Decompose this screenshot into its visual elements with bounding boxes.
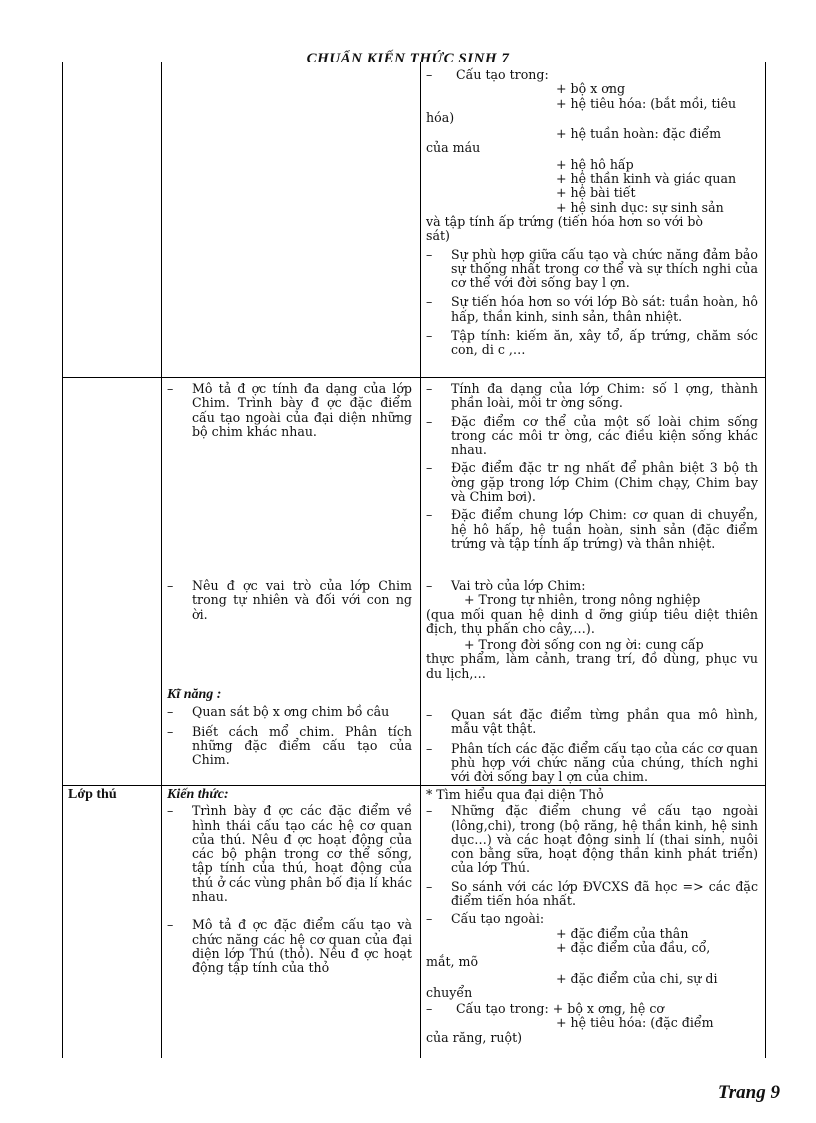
list-item — [426, 1002, 758, 1016]
dash-bullet: – — [426, 460, 433, 476]
list-text: + hệ hô hấp — [556, 156, 634, 172]
list-text: Nêu đ ợc vai trò của lớp Chim trong tự nhiên và đối với con ng ời. — [192, 578, 412, 622]
dash-bullet: – — [426, 67, 433, 82]
list-text: Tập tính: kiếm ăn, xây tổ, ấp trứng, chăm sóc con, di c ,… — [451, 328, 758, 358]
list-text: Biết cách mổ chim. Phân tích những đặc điểm cấu tạo của Chim. — [192, 723, 412, 768]
list-text: Tính đa dạng của lớp Chim: số l ợng, thành phần loài, môi tr ờng sống. — [451, 381, 758, 411]
list-item — [426, 295, 758, 324]
list-item — [426, 742, 758, 785]
list-item — [426, 248, 758, 291]
list-item — [167, 918, 412, 975]
list-text: + Trong đời sống con ng ời: cung cấp — [464, 637, 704, 653]
list-item — [426, 508, 758, 551]
col2-mid-cell-skills — [167, 688, 412, 767]
list-text: + đặc điểm của đầu, cổ, — [556, 939, 711, 955]
list-text: Quan sát bộ x ơng chim bồ câu — [192, 704, 390, 720]
dash-bullet: – — [426, 246, 433, 262]
list-item — [426, 880, 758, 909]
list-text: thực phẩm, làm cảnh, trang trí, đồ dùng, phục vu du lịch,… — [426, 651, 758, 681]
list-text: Phân tích các đặc điểm cấu tạo của các cơ quan phù hợp với chức năng của chúng, thích nghi với đời sống bay l ợn của chim. — [451, 740, 758, 785]
skill-heading: Kĩ năng : — [167, 687, 222, 702]
list-text: + hệ thần kinh và giác quan — [556, 171, 737, 187]
dash-bullet: – — [167, 381, 174, 396]
list-text: Mô tả đ ợc đặc điểm cấu tạo và chức năng các hệ cơ quan của đại diện lớp Thú (thỏ). Nêu đ ợc hoạt động tập tính của thỏ — [192, 917, 412, 976]
list-item — [426, 579, 758, 593]
dash-bullet: – — [426, 578, 433, 593]
col3-mid-cell-skills — [426, 708, 758, 784]
list-item — [426, 382, 758, 411]
list-item — [167, 579, 412, 622]
col3-mid-cell — [426, 382, 758, 551]
dash-bullet: – — [426, 507, 433, 523]
list-text: của máu — [426, 140, 481, 156]
dash-bullet: – — [426, 294, 433, 310]
dash-bullet: – — [426, 878, 433, 894]
col3-mid-cell-role — [426, 579, 758, 681]
list-text: + hệ bài tiết — [556, 185, 636, 201]
list-text: Vai trò của lớp Chim: — [451, 578, 586, 593]
row-separator-2 — [62, 785, 766, 786]
dash-bullet: – — [426, 911, 433, 927]
list-text: mắt, mõ — [426, 954, 479, 970]
col2-mid-cell — [167, 382, 412, 439]
dash-bullet: – — [426, 803, 433, 819]
table-divider-2 — [420, 62, 421, 1058]
intro-text: * Tìm hiểu qua đại diện Thỏ — [426, 787, 604, 802]
row-separator-1 — [62, 377, 766, 378]
list-text: Mô tả đ ợc tính đa dạng của lớp Chim. Trình bày đ ợc đặc điểm cấu tạo ngoài của đại diện những bộ chim khác nhau. — [192, 381, 412, 439]
list-text: + đặc điểm của chi, sự di — [556, 970, 718, 986]
list-text: sát) — [426, 228, 450, 244]
knowledge-heading: Kiến thức: — [167, 787, 229, 802]
list-item — [167, 804, 412, 904]
list-item — [426, 708, 758, 737]
list-text: + hệ tuần hoàn: đặc điểm — [556, 126, 722, 142]
list-text: Cấu tạo trong: — [456, 67, 549, 82]
list-text: + Trong tự nhiên, trong nông nghiệp — [464, 592, 701, 608]
list-text: Sự phù hợp giữa cấu tạo và chức năng đảm bảo sự thống nhất trong cơ thể và sự thích nghi của cơ thể với đời sống bay l ợn. — [451, 246, 758, 291]
row-label-lop-thu: Lớp thú — [68, 787, 117, 802]
list-text: + hệ sinh dục: sự sinh sản — [556, 199, 724, 215]
col3-top-cell — [426, 68, 758, 358]
dash-bullet: – — [426, 381, 433, 396]
list-item — [426, 461, 758, 504]
list-text: + bộ x ơng — [556, 81, 626, 97]
list-item — [167, 705, 412, 719]
list-text: hóa) — [426, 109, 455, 125]
table-divider-1 — [161, 62, 162, 1058]
col2-mid-cell-role — [167, 579, 412, 622]
list-text: + hệ tiêu hóa: (bắt mồi, tiêu — [556, 95, 737, 111]
list-item — [167, 382, 412, 439]
dash-bullet: – — [167, 803, 174, 819]
list-item — [167, 725, 412, 768]
page-number: Trang 9 — [717, 1082, 780, 1103]
list-item — [426, 912, 758, 926]
col2-bottom-cell — [167, 788, 412, 976]
dash-bullet: – — [167, 704, 174, 720]
list-text: Quan sát đặc điểm từng phần qua mô hình, mẫu vật thật. — [451, 707, 758, 737]
dash-bullet: – — [426, 740, 433, 756]
list-item — [426, 804, 758, 875]
list-item — [426, 68, 758, 82]
table-border-left — [62, 62, 63, 1058]
dash-bullet: – — [426, 413, 433, 429]
list-text: So sánh với các lớp ĐVCXS đã học => các đặc điểm tiến hóa nhất. — [451, 878, 758, 909]
dash-bullet: – — [167, 917, 174, 933]
list-text: Đặc điểm cơ thể của một số loài chim sống trong các môi tr ờng, các điều kiện sống khác nhau. — [451, 413, 758, 458]
list-text: + đặc điểm của thân — [556, 925, 689, 941]
list-text: chuyển — [426, 984, 473, 1000]
list-text: và tập tính ấp trứng (tiến hóa hơn so với bò — [426, 213, 704, 229]
list-text: + hệ tiêu hóa: (đặc điểm — [556, 1015, 714, 1031]
list-item — [426, 329, 758, 358]
dash-bullet: – — [426, 328, 433, 344]
list-text: Đặc điểm chung lớp Chim: cơ quan di chuyển, hệ hô hấp, hệ tuần hoàn, sinh sản (đặc điểm trứng và tập tính ấp trứng) và thân nhiệt. — [451, 507, 758, 551]
list-text: Đặc điểm đặc tr ng nhất để phân biệt 3 bộ th ờng gặp trong lớp Chim (Chim chạy, Chim bay và Chim bơi). — [451, 460, 758, 505]
list-text: (qua mối quan hệ dinh d ỡng giúp tiêu diệt thiên địch, thụ phấn cho cây,…). — [426, 606, 758, 636]
dash-bullet: – — [426, 707, 433, 722]
list-text: Những đặc điểm chung về cấu tạo ngoài (lông,chi), trong (bộ răng, hệ thần kinh, hệ sinh dục…) và các hoạt động sinh lí (thai sinh, nuôi con bằng sữa, hoạt động thần kinh phát triển) của lớp Thú. — [451, 803, 758, 876]
dash-bullet: – — [426, 1001, 433, 1017]
list-text: Trình bày đ ợc các đặc điểm về hình thái cấu tạo các hệ cơ quan của thú. Nêu đ ợc hoạt động của các bộ phận trong cơ thể sống, tập tính của thú, hoạt động của thú ở các vùng phân bố địa lí khác nhau. — [192, 803, 412, 905]
list-item — [426, 415, 758, 458]
page-header: CHUẨN KIẾN THỨC SINH 7 — [306, 51, 510, 62]
list-text: Sự tiến hóa hơn so với lớp Bò sát: tuần hoàn, hô hấp, thần kinh, sinh sản, thân nhiệt. — [451, 294, 758, 324]
dash-bullet: – — [167, 723, 174, 739]
col3-bottom-cell — [426, 788, 758, 1045]
list-text: Cấu tạo trong: + bộ x ơng, hệ cơ — [456, 1001, 664, 1017]
dash-bullet: – — [167, 578, 174, 593]
table-border-right — [765, 62, 766, 1058]
list-text: Cấu tạo ngoài: — [451, 911, 545, 927]
list-text: của răng, ruột) — [426, 1029, 523, 1045]
